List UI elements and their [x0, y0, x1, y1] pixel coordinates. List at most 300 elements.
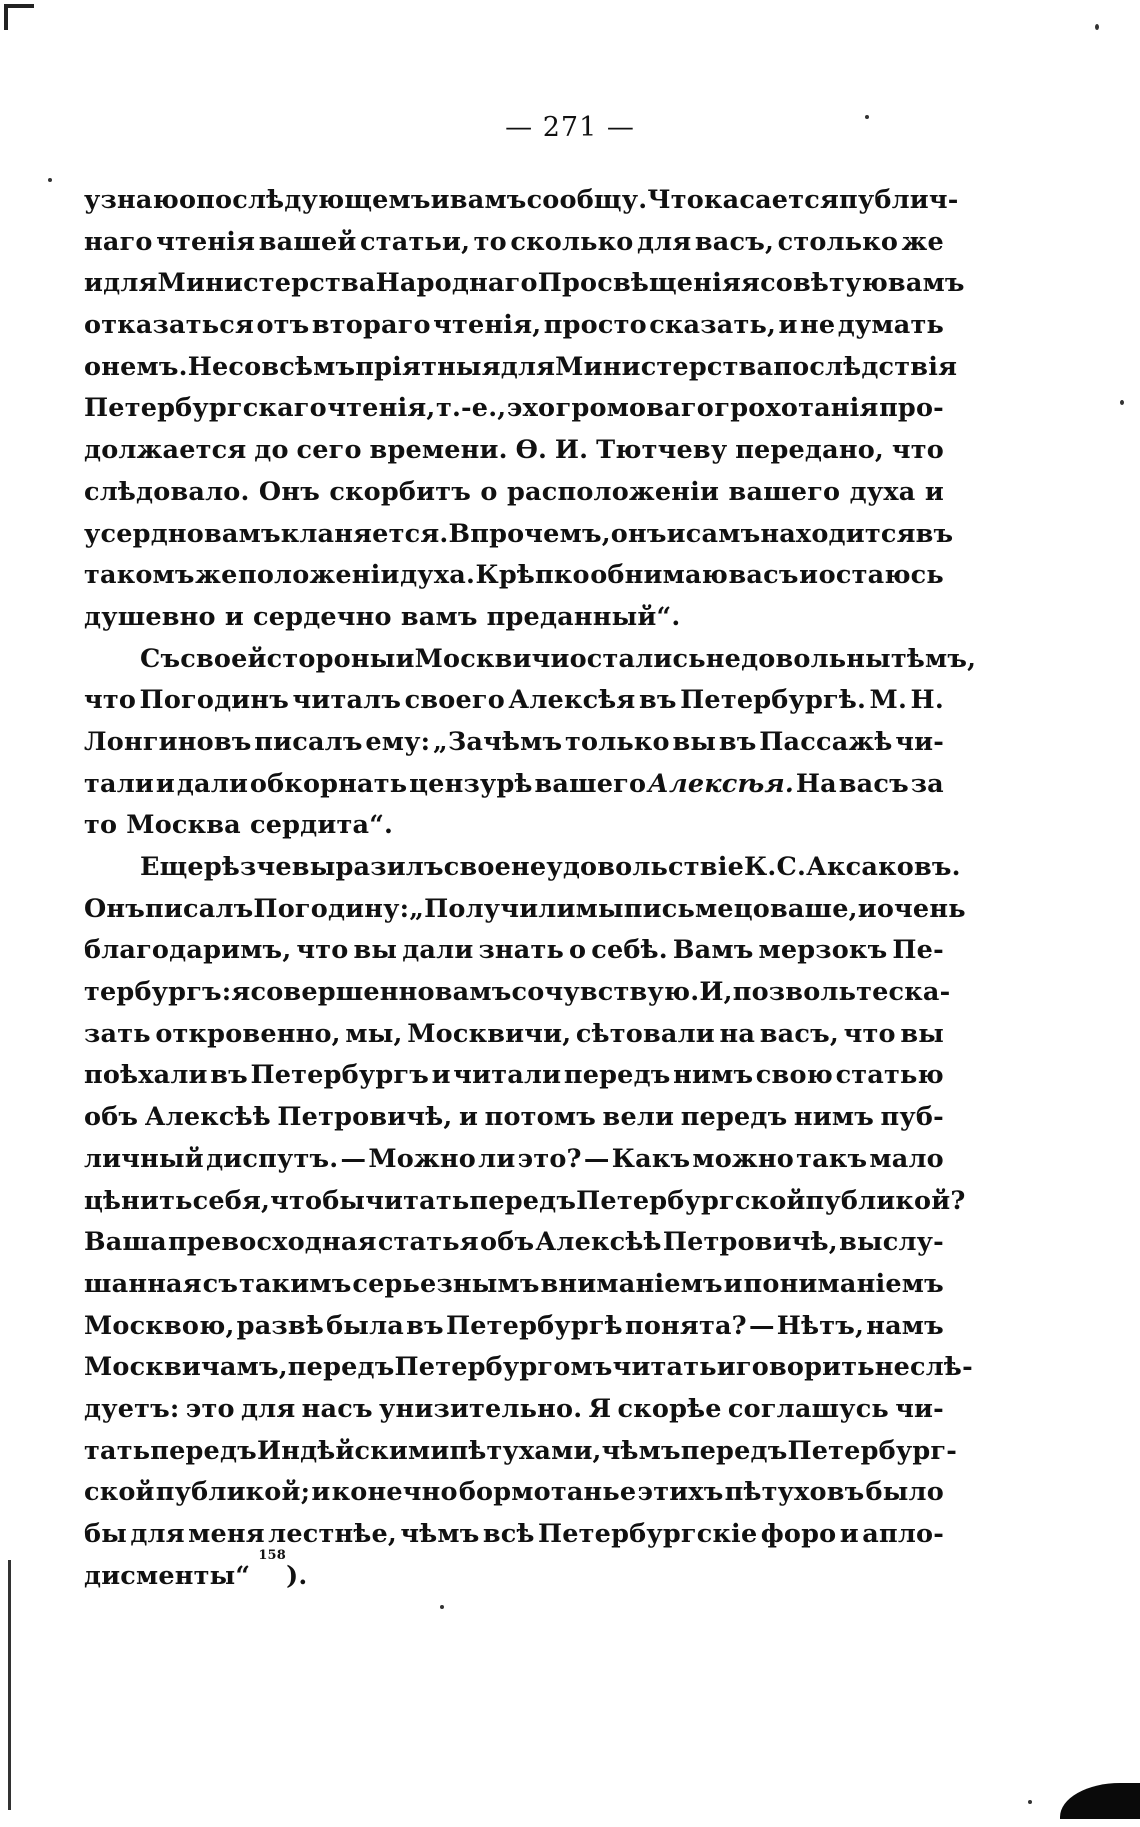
- word: дали: [176, 768, 249, 799]
- word: передъ: [680, 1102, 788, 1133]
- word: „Получили: [409, 893, 576, 924]
- word: совершенно: [250, 977, 435, 1008]
- word: мерзокъ: [758, 935, 888, 966]
- word: сѣтовали: [575, 1018, 715, 1049]
- word: Погодинъ: [139, 685, 290, 716]
- word: обкорнать: [249, 768, 408, 799]
- word: и: [778, 310, 798, 341]
- word: слѣ-: [910, 1352, 973, 1383]
- word: и: [430, 185, 450, 215]
- word: —: [748, 1310, 775, 1341]
- text-line: [84, 764, 944, 806]
- word: мало: [869, 1143, 944, 1174]
- word: узнаю: [84, 185, 179, 215]
- word: нимъ: [673, 1060, 754, 1091]
- text-line: [84, 972, 951, 1014]
- word: знать: [478, 935, 565, 966]
- word: и: [723, 1268, 743, 1299]
- word: дали: [402, 935, 474, 966]
- word: М.: [869, 685, 908, 716]
- word: позвольте: [732, 977, 889, 1008]
- word: Петербург-: [787, 1435, 957, 1466]
- word: это: [185, 1393, 235, 1424]
- word: намъ: [866, 1310, 944, 1341]
- word: была: [326, 1310, 404, 1341]
- word: меня: [188, 1519, 265, 1549]
- word: стороны: [266, 643, 396, 674]
- word: Впрочемъ,: [448, 518, 611, 549]
- page-number: — 271 —: [505, 112, 635, 143]
- text-line: [84, 1472, 944, 1514]
- word: свою: [755, 1060, 833, 1091]
- word: столько: [777, 226, 899, 257]
- word: чѣмъ: [400, 1519, 480, 1549]
- text-line-content: то Москва сердита“.: [84, 810, 394, 841]
- word: Еще: [140, 852, 204, 882]
- word: и: [84, 268, 104, 299]
- word: положеніи: [237, 560, 400, 591]
- word: соглашусь: [727, 1393, 889, 1424]
- word: дуетъ:: [84, 1393, 180, 1424]
- word: личный: [84, 1143, 204, 1174]
- word: статьи,: [360, 226, 471, 257]
- word: недовольны: [705, 643, 891, 674]
- word: нимъ: [793, 1102, 874, 1133]
- scan-speck: [1120, 400, 1124, 405]
- word: Алексѣя.: [648, 768, 794, 799]
- word: Москвою,: [84, 1310, 235, 1341]
- word: передъ: [287, 1352, 395, 1383]
- word: о: [84, 351, 102, 382]
- word: васъ,: [759, 1018, 839, 1049]
- word: Петербургѣ.: [680, 685, 867, 716]
- word: находится: [760, 518, 916, 549]
- word: было: [865, 1477, 944, 1508]
- word: благодаримъ,: [84, 935, 292, 966]
- word: писалъ: [254, 726, 363, 757]
- word: Петербургскіе: [537, 1519, 758, 1549]
- word: духа.: [400, 560, 476, 591]
- word: К.: [744, 852, 777, 882]
- word: ска-: [888, 977, 951, 1008]
- word: скорѣе: [617, 1393, 722, 1424]
- word: Петровичѣ,: [662, 1227, 838, 1258]
- word: вашей: [258, 226, 357, 257]
- word: расположеніи: [506, 476, 720, 507]
- word: пониманіемъ: [743, 1268, 944, 1299]
- word: И,: [699, 977, 733, 1008]
- word: о: [569, 935, 587, 966]
- word: Министерства: [555, 351, 774, 382]
- word: Онъ: [84, 893, 146, 924]
- word: и: [431, 1060, 451, 1091]
- word: своего: [404, 685, 505, 716]
- word: Москвичамъ,: [84, 1352, 288, 1383]
- text-line: [84, 430, 944, 472]
- word: —: [340, 1143, 367, 1174]
- word: вашего: [728, 476, 841, 507]
- word: Я: [588, 1393, 612, 1424]
- word: письмецо: [623, 893, 770, 924]
- word: всѣ: [482, 1519, 535, 1549]
- word: чтенія,: [327, 393, 436, 424]
- word: и: [311, 1477, 331, 1508]
- word: я: [741, 268, 761, 299]
- word: послѣдствія: [773, 351, 958, 382]
- word: Петербургъ: [250, 1060, 429, 1091]
- word: понята?: [624, 1310, 747, 1341]
- word: конечно: [331, 1477, 458, 1508]
- word: „Зачѣмъ: [432, 726, 563, 757]
- word: чѣмъ: [601, 1435, 681, 1466]
- word: статью: [835, 1060, 944, 1091]
- word: пріятныя: [355, 351, 501, 382]
- text-line: [84, 222, 944, 264]
- text-line: [84, 472, 944, 514]
- text-line-content: душевно и сердечно вамъ преданный“.: [84, 601, 681, 632]
- word: публикой;: [155, 1477, 311, 1508]
- word: пуб-: [880, 1102, 944, 1133]
- word: превосходная: [168, 1227, 377, 1258]
- word: остались: [569, 643, 706, 674]
- word: Петровичѣ,: [277, 1102, 453, 1133]
- word: васъ,: [694, 226, 775, 257]
- word: цѣнить: [84, 1185, 193, 1216]
- word: Погодину:: [253, 893, 410, 924]
- word: о: [178, 185, 197, 215]
- text-line: [84, 388, 944, 430]
- word: и: [458, 1102, 479, 1133]
- text-line: [84, 1514, 944, 1556]
- word: своей: [180, 643, 267, 674]
- word: самъ: [685, 518, 761, 549]
- word: Несовсѣмъ: [187, 351, 356, 382]
- text-line: [84, 1306, 944, 1348]
- word: эхо: [506, 393, 556, 424]
- word: и: [857, 893, 877, 924]
- word: передъ: [680, 1435, 788, 1466]
- word: для: [240, 1393, 296, 1424]
- word: Москвичи: [414, 643, 570, 674]
- text-line: [84, 1181, 966, 1223]
- word: и: [395, 643, 415, 674]
- word: развѣ: [236, 1310, 324, 1341]
- text-line: [84, 1097, 944, 1139]
- word: для: [103, 268, 158, 299]
- scan-speck: [1095, 24, 1099, 30]
- word: Пассажѣ: [759, 726, 893, 757]
- word: передъ: [563, 1060, 671, 1091]
- word: вамъ: [434, 977, 512, 1008]
- word: выразилъ: [291, 852, 444, 882]
- word: Москвичи,: [407, 1018, 572, 1049]
- word: Нѣтъ,: [776, 1310, 865, 1341]
- word: духа: [849, 476, 916, 507]
- word: вамъ: [449, 185, 527, 215]
- word: читали: [453, 1060, 562, 1091]
- word: обнимаю: [590, 560, 729, 591]
- word: тербургъ:: [84, 977, 232, 1008]
- word: про-: [879, 393, 944, 424]
- word: и: [799, 560, 819, 591]
- text-line: [84, 639, 977, 681]
- text-line: [84, 263, 965, 305]
- word: передъ: [469, 1185, 577, 1216]
- word: отказаться: [84, 310, 255, 341]
- word: что: [891, 435, 944, 466]
- word: такимъ: [238, 1268, 352, 1299]
- word: рѣзче: [203, 852, 292, 882]
- paragraph: [84, 639, 977, 847]
- paragraph: [84, 847, 973, 1597]
- word: мы,: [345, 1018, 403, 1049]
- word: публич-: [839, 185, 959, 215]
- text-line: [84, 180, 959, 222]
- scan-artifact-blot: [1060, 1783, 1140, 1819]
- word: писалъ: [145, 893, 254, 924]
- word: на: [719, 1018, 756, 1049]
- word: свое: [443, 852, 512, 882]
- word: и: [924, 476, 944, 507]
- word: о: [480, 476, 498, 507]
- word: поѣхали: [84, 1060, 208, 1091]
- paragraph: [84, 180, 965, 639]
- word: что: [296, 935, 349, 966]
- word: вели: [602, 1102, 675, 1133]
- text-line: [84, 1431, 957, 1473]
- text-line: [84, 889, 966, 931]
- word: чтенія,: [433, 310, 542, 341]
- word: вы: [672, 726, 717, 757]
- text-line: [84, 1547, 944, 1598]
- word: Народнаго: [375, 268, 538, 299]
- word: пѣтуховъ: [724, 1477, 865, 1508]
- word: остаюсь: [818, 560, 944, 591]
- word: такъ: [796, 1143, 868, 1174]
- word: то: [473, 226, 507, 257]
- word: Съ: [140, 643, 181, 674]
- text-line: [84, 1014, 944, 1056]
- word: откровенно,: [155, 1018, 341, 1049]
- scan-artifact-edge: [8, 1560, 11, 1810]
- word: Какъ: [611, 1143, 691, 1174]
- text-line: [84, 1055, 944, 1097]
- word: Просвѣщенія: [537, 268, 742, 299]
- word: онъ: [610, 518, 667, 549]
- text-line-content: дисменты“: [84, 1560, 251, 1591]
- word: Лонгиновъ: [84, 726, 252, 757]
- word: чтобы: [270, 1185, 366, 1216]
- word: что: [84, 685, 137, 716]
- word: Индѣйскими: [256, 1435, 450, 1466]
- word: сказать,: [649, 310, 777, 341]
- text-line: [84, 347, 958, 389]
- word: чи-: [895, 726, 944, 757]
- word: думать: [837, 310, 944, 341]
- scan-speck: [440, 1605, 444, 1609]
- word: до: [254, 435, 289, 466]
- word: за: [910, 768, 944, 799]
- word: бы: [84, 1519, 127, 1549]
- body-text: [84, 180, 977, 1597]
- text-line: [84, 1264, 944, 1306]
- word: въ: [915, 518, 954, 549]
- word: Вамъ: [672, 935, 754, 966]
- word: только: [564, 726, 670, 757]
- word: сколько: [510, 226, 634, 257]
- word: себя,: [192, 1185, 271, 1216]
- word: диспутъ.: [206, 1143, 339, 1174]
- word: втораго: [311, 310, 431, 341]
- scan-artifact-corner-vertical: [4, 4, 8, 30]
- word: не: [799, 310, 836, 341]
- word: Алексѣя: [508, 685, 636, 716]
- word: кланяется.: [280, 518, 449, 549]
- word: С.: [776, 852, 807, 882]
- word: читать: [612, 1352, 717, 1383]
- word: же: [195, 560, 238, 591]
- word: тали: [84, 768, 155, 799]
- word: И.: [554, 435, 589, 466]
- word: Петербургской: [576, 1185, 806, 1216]
- word: себѣ.: [591, 935, 668, 966]
- word: слѣдовало.: [84, 476, 250, 507]
- word: и: [666, 518, 686, 549]
- text-line: [84, 1389, 944, 1431]
- word: что: [843, 1018, 896, 1049]
- word: для: [130, 1519, 185, 1549]
- word: Крѣпко: [475, 560, 590, 591]
- word: Ѳ.: [515, 435, 548, 466]
- word: шанная: [84, 1268, 202, 1299]
- word: ему:: [365, 726, 431, 757]
- word: очень: [876, 893, 966, 924]
- word: ской: [84, 1477, 155, 1508]
- word: Что: [647, 185, 705, 215]
- word: читать: [365, 1185, 470, 1216]
- scan-artifact-corner: [4, 4, 34, 8]
- word: лестнѣе,: [268, 1519, 397, 1549]
- word: вамъ: [203, 518, 281, 549]
- word: съ: [202, 1268, 239, 1299]
- word: скорбитъ: [329, 476, 472, 507]
- text-line: [84, 722, 944, 764]
- word: т.-е.,: [435, 393, 507, 424]
- word: объ: [84, 1102, 139, 1133]
- word: вамъ: [887, 268, 965, 299]
- word: въ: [638, 685, 677, 716]
- word: послѣдующемъ: [196, 185, 431, 215]
- word: зать: [84, 1018, 151, 1049]
- word: васъ: [728, 560, 799, 591]
- word: сочувствую.: [511, 977, 700, 1008]
- word: серьезнымъ: [352, 1268, 540, 1299]
- word: громоваго: [555, 393, 714, 424]
- word: Аксаковъ.: [806, 852, 961, 882]
- word: же: [901, 226, 944, 257]
- word: Ваша: [84, 1227, 167, 1258]
- word: публикой?: [805, 1185, 966, 1216]
- text-line: [84, 847, 961, 889]
- word: Пе-: [892, 935, 944, 966]
- word: совѣтую: [760, 268, 888, 299]
- word: васъ: [838, 768, 909, 799]
- word: цензурѣ: [409, 768, 533, 799]
- word: и: [155, 768, 175, 799]
- word: апло-: [862, 1519, 944, 1549]
- word: Министерства: [157, 268, 376, 299]
- text-line: [84, 805, 944, 847]
- word: вниманіемъ: [540, 1268, 723, 1299]
- text-line: [84, 930, 944, 972]
- word: можно: [692, 1143, 794, 1174]
- text-line: [84, 680, 944, 722]
- word: объ: [480, 1227, 535, 1258]
- word: передъ: [150, 1435, 257, 1466]
- word: мы: [575, 893, 624, 924]
- word: Н.: [910, 685, 944, 716]
- word: унизительно.: [378, 1393, 583, 1424]
- word: потомъ: [484, 1102, 597, 1133]
- word: Тютчеву: [596, 435, 728, 466]
- word: не: [874, 1352, 911, 1383]
- word: передано,: [735, 435, 884, 466]
- word: пѣтухами,: [449, 1435, 602, 1466]
- word: касается: [704, 185, 839, 215]
- word: и: [716, 1352, 736, 1383]
- word: сего: [296, 435, 362, 466]
- word: такомъ: [84, 560, 195, 591]
- text-line: [84, 555, 944, 597]
- word: Петербургѣ: [445, 1310, 623, 1341]
- scan-speck: [48, 178, 52, 182]
- word: въ: [210, 1060, 248, 1091]
- word: тать: [84, 1435, 151, 1466]
- footnote-reference: 158: [258, 1547, 287, 1563]
- closing-punctuation: ).: [286, 1560, 308, 1591]
- text-line: [84, 1139, 944, 1181]
- word: Можно: [368, 1143, 477, 1174]
- word: тѣмъ,: [890, 643, 977, 674]
- text-line: [84, 305, 944, 347]
- word: въ: [406, 1310, 444, 1341]
- word: Алексѣѣ: [144, 1102, 271, 1133]
- word: —: [583, 1143, 610, 1174]
- word: это?: [517, 1143, 582, 1174]
- word: немъ.: [101, 351, 188, 382]
- word: статья: [377, 1227, 479, 1258]
- text-line: [84, 514, 954, 556]
- word: и: [839, 1519, 859, 1549]
- word: должается: [84, 435, 247, 466]
- word: просто: [543, 310, 647, 341]
- word: Алексѣѣ: [535, 1227, 662, 1258]
- word: выслу-: [839, 1227, 944, 1258]
- word: вашего: [534, 768, 647, 799]
- word: наго: [84, 226, 153, 257]
- word: въ: [718, 726, 757, 757]
- word: форо: [760, 1519, 837, 1549]
- word: для: [500, 351, 556, 382]
- word: ваше,: [769, 893, 858, 924]
- text-line: [84, 597, 944, 639]
- word: На: [795, 768, 837, 799]
- word: усердно: [84, 518, 204, 549]
- word: ли: [478, 1143, 516, 1174]
- word: чтенія: [156, 226, 256, 257]
- word: сообщу.: [526, 185, 648, 215]
- word: вы: [353, 935, 398, 966]
